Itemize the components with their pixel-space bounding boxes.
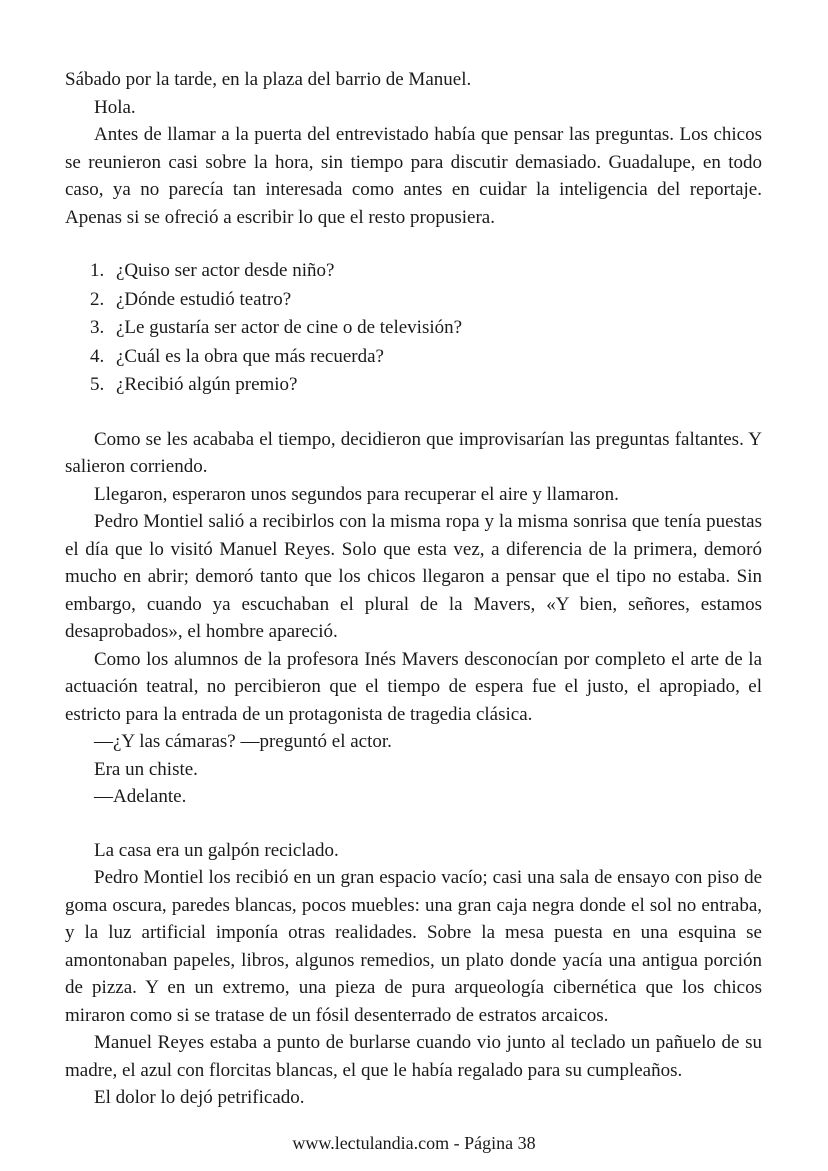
question-item: 3. ¿Le gustaría ser actor de cine o de televisión?: [109, 314, 762, 343]
question-item: 5. ¿Recibió algún premio?: [109, 371, 762, 400]
paragraph: Antes de llamar a la puerta del entrevistado había que pensar las preguntas. Los chicos se reunieron casi sobre la hora, sin tiempo para discutir demasiado. Guadalupe, en todo caso, ya no parecía tan interesada como antes en cuidar la inteligencia del reportaje. Apenas si se ofreció a escribir lo que el resto propusiera.: [65, 124, 762, 228]
interview-questions-list: [65, 257, 762, 400]
paragraph: Manuel Reyes estaba a punto de burlarse cuando vio junto al teclado un pañuelo de su madre, el azul con florcitas blancas, el que le había regalado para su cumpleaños.: [65, 1032, 762, 1081]
paragraph: Como los alumnos de la profesora Inés Mavers desconocían por completo el arte de la actuación teatral, no percibieron que el tiempo de espera fue el justo, el apropiado, el estricto para la entrada de un protagonista de tragedia clásica.: [65, 648, 762, 725]
footer-site-and-page-number: www.lectulandia.com - Página 38: [292, 1133, 536, 1153]
paragraph: Llegaron, esperaron unos segundos para recuperar el aire y llamaron.: [94, 483, 619, 505]
paragraph: Pedro Montiel los recibió en un gran espacio vacío; casi una sala de ensayo con piso de goma oscura, paredes blancas, pocos muebles: una gran caja negra donde el sol no entraba, y la luz artificial imponía otras realidades. Sobre la mesa puesta en una esquina se amontonaban papeles, libros, algunos remedios, un plato donde yacía una antigua porción de pizza. Y en un extremo, una pieza de pura arqueología cibernética que los chicos miraron como si se tratase de un fósil desenterrado de estratos arcaicos.: [65, 867, 762, 1026]
page-footer: [0, 1131, 828, 1155]
paragraph: La casa era un galpón reciclado.: [94, 839, 339, 861]
page-text-column: [65, 66, 762, 1112]
paragraph: Era un chiste.: [94, 758, 198, 780]
paragraph: Hola.: [94, 96, 136, 118]
dialogue-line: —¿Y las cámaras? —preguntó el actor.: [94, 731, 392, 752]
paragraph: Como se les acababa el tiempo, decidieron que improvisarían las preguntas faltantes. Y salieron corriendo.: [65, 428, 762, 477]
opening-line: Sábado por la tarde, en la plaza del barrio de Manuel.: [65, 69, 472, 90]
paragraph: Pedro Montiel salió a recibirlos con la misma ropa y la misma sonrisa que tenía puestas el día que lo visitó Manuel Reyes. Solo que esta vez, a diferencia de la primera, demoró mucho en abrir; demoró tanto que los chicos llegaron a pensar que el tipo no estaba. Sin embargo, cuando ya escuchaban el plural de la Mavers, «Y bien, señores, estamos desaprobados», el hombre apareció.: [65, 511, 762, 642]
question-item: 1. ¿Quiso ser actor desde niño?: [109, 257, 762, 286]
dialogue-line: —Adelante.: [94, 786, 187, 807]
question-item: 4. ¿Cuál es la obra que más recuerda?: [109, 343, 762, 372]
question-item: 2. ¿Dónde estudió teatro?: [109, 286, 762, 315]
paragraph: El dolor lo dejó petrificado.: [94, 1087, 305, 1108]
